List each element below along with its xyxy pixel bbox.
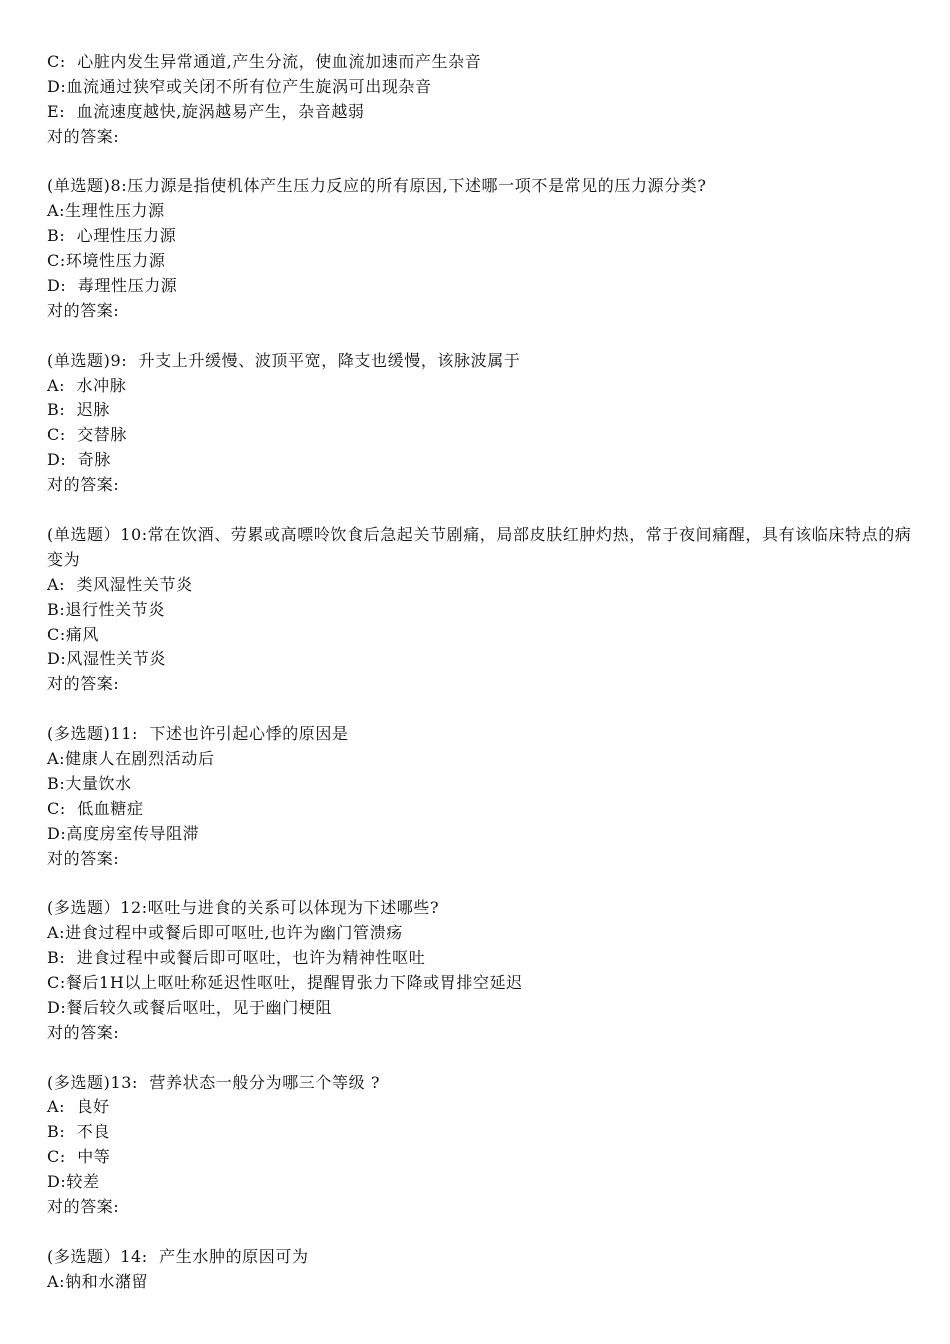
option-a: A: 水冲脉 [47,375,127,395]
question-stem: (多选题）12:呕吐与进食的关系可以体现为下述哪些? [47,898,440,918]
spacer [47,1046,927,1071]
option-c: C: 低血糖症 [47,798,144,818]
option-c: C:痛风 [47,624,100,644]
question-stem: (多选题)11: 下述也许引起心悸的原因是 [47,724,349,744]
option-a: A:生理性压力源 [47,201,165,221]
option-b: B: 心理性压力源 [47,226,177,246]
question-stem: (多选题)13: 营养状态一般分为哪三个等级 ? [47,1072,381,1092]
option-c: C: 交替脉 [47,425,128,445]
option-d: D:风湿性关节炎 [47,649,167,669]
question-8 [47,174,927,323]
option-a: A:进食过程中或餐后即可呕吐,也许为幽门管溃疡 [47,923,403,943]
option-d: D:高度房室传导阻滞 [47,823,200,843]
document-page [47,50,927,1295]
spacer [47,871,927,896]
question-stem: (单选题）10:常在饮酒、劳累或高嘌呤饮食后急起关节剧痛，局部皮肤红肿灼热，常于夜间痛醒，具有该临床特点的病变为 [47,524,912,569]
question-9 [47,349,927,498]
question-13 [47,1071,927,1220]
option-a: A:健康人在剧烈活动后 [47,748,215,768]
option-d: D: 奇脉 [47,450,111,470]
option-c: C: 中等 [47,1147,111,1167]
spacer [47,498,927,523]
option-b: B: 迟脉 [47,400,110,420]
spacer [47,1220,927,1245]
answer-label: 对的答案: [47,300,120,320]
option-c: C:环境性压力源 [47,251,166,271]
question-14 [47,1245,927,1295]
question-10 [47,523,927,697]
option-d: D:血流通过狭窄或关闭不所有位产生旋涡可出现杂音 [47,76,432,96]
option-c: C:餐后1H以上呕吐称延迟性呕吐，提醒胃张力下降或胃排空延迟 [47,972,523,992]
option-c: C: 心脏内发生异常通道,产生分流，使血流加速而产生杂音 [47,52,482,71]
option-a: A:钠和水潴留 [47,1271,149,1291]
option-b: B:大量饮水 [47,773,132,793]
option-e: E: 血流速度越快,旋涡越易产生，杂音越弱 [47,101,365,121]
answer-label: 对的答案: [47,1197,120,1216]
option-b: B: 进食过程中或餐后即可呕吐，也许为精神性呕吐 [47,948,426,968]
question-12 [47,896,927,1045]
option-d: D:餐后较久或餐后呕吐，见于幽门梗阻 [47,997,333,1017]
answer-label: 对的答案: [47,126,120,146]
question-7-tail [47,50,927,150]
answer-label: 对的答案: [47,674,120,694]
option-b: B:退行性关节炎 [47,599,165,619]
option-b: B: 不良 [47,1122,110,1142]
question-11 [47,722,927,871]
answer-label: 对的答案: [47,475,120,495]
answer-label: 对的答案: [47,1022,120,1042]
question-stem: (单选题)8:压力源是指使机体产生压力反应的所有原因,下述哪一项不是常见的压力源分类? [47,176,707,196]
option-d: D:较差 [47,1172,100,1192]
option-a: A: 良好 [47,1097,110,1117]
question-stem: (多选题）14: 产生水肿的原因可为 [47,1246,309,1266]
option-a: A: 类风湿性关节炎 [47,574,193,594]
option-d: D: 毒理性压力源 [47,276,178,296]
question-stem: (单选题)9: 升支上升缓慢、波顶平宽，降支也缓慢，该脉波属于 [47,350,521,370]
spacer [47,324,927,349]
answer-label: 对的答案: [47,848,120,868]
spacer [47,697,927,722]
spacer [47,150,927,175]
